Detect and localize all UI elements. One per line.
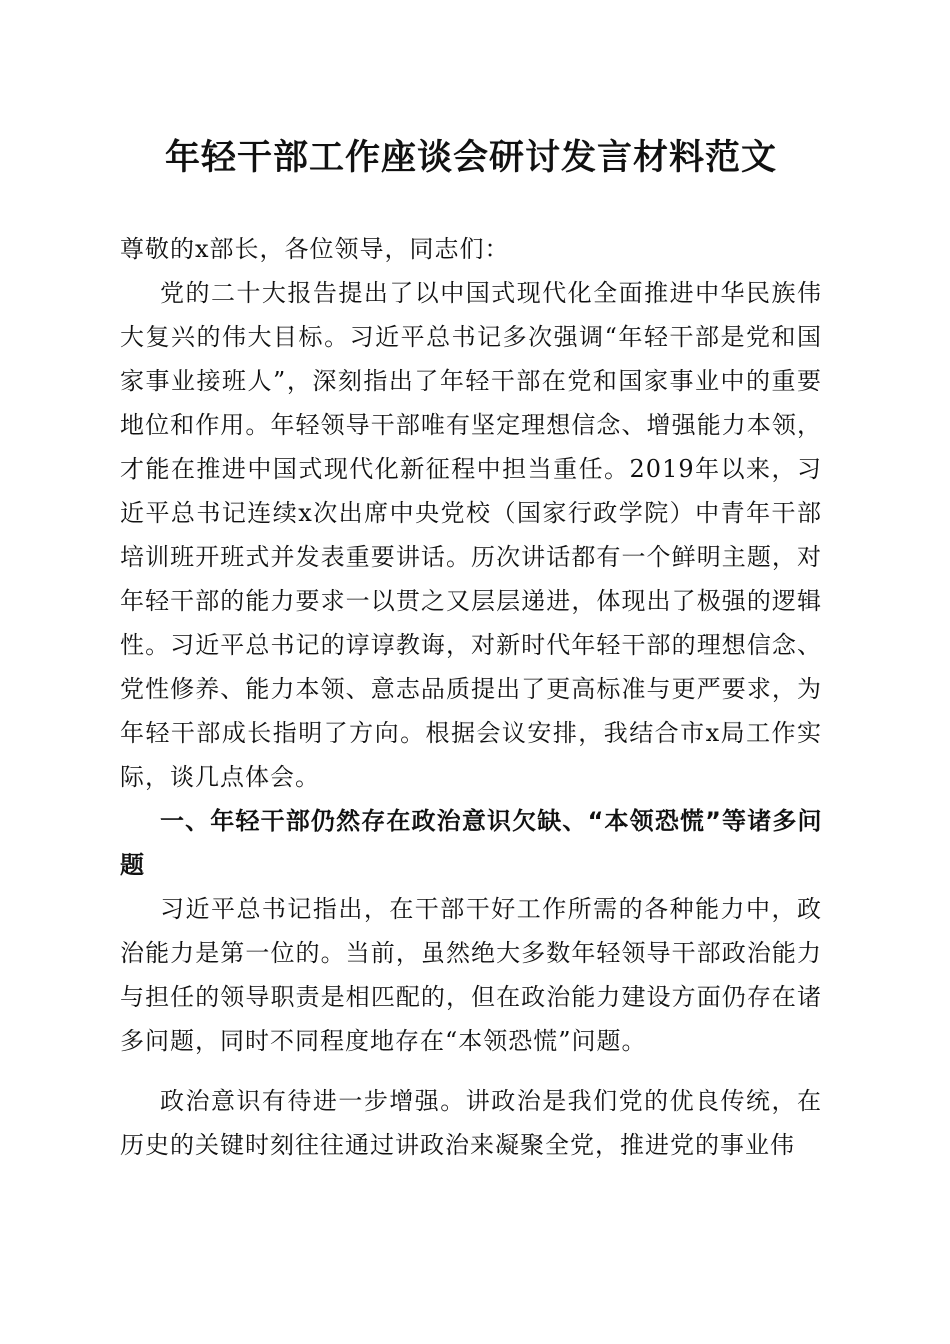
section-heading-1: 一、年轻干部仍然存在政治意识欠缺、“本领恐慌”等诸多问题 — [120, 807, 822, 879]
body-paragraph-intro: 党的二十大报告提出了以中国式现代化全面推进中华民族伟大复兴的伟大目标。习近平总书记多次强调“年轻干部是党和国家事业接班人”，深刻指出了年轻干部在党和国家事业中的重要地位和作用。年轻领导干部唯有坚定理想信念、增强能力本领，才能在推进中国式现代化新征程中担当重任。2019年以来，习近平总书记连续x次出席中央党校（国家行政学院）中青年干部培训班开班式并发表重要讲话。历次讲话都有一个鲜明主题，对年轻干部的能力要求一以贯之又层层递进，体现出了极强的逻辑性。习近平总书记的谆谆教诲，对新时代年轻干部的理想信念、党性修养、能力本领、意志品质提出了更高标准与更严要求，为年轻干部成长指明了方向。根据会议安排，我结合市x局工作实际，谈几点体会。 — [120, 279, 822, 791]
body-paragraph-political-ability: 习近平总书记指出，在干部干好工作所需的各种能力中，政治能力是第一位的。当前，虽然绝大多数年轻领导干部政治能力与担任的领导职责是相匹配的，但在政治能力建设方面仍存在诸多问题，同时不同程度地存在“本领恐慌”问题。 — [120, 895, 822, 1055]
document-title: 年轻干部工作座谈会研讨发言材料范文 — [164, 137, 777, 178]
salutation: 尊敬的x部长，各位领导，同志们： — [120, 235, 510, 263]
body-paragraph-political-awareness: 政治意识有待进一步增强。讲政治是我们党的优良传统，在历史的关键时刻往往通过讲政治来凝聚全党，推进党的事业伟 — [120, 1087, 822, 1159]
